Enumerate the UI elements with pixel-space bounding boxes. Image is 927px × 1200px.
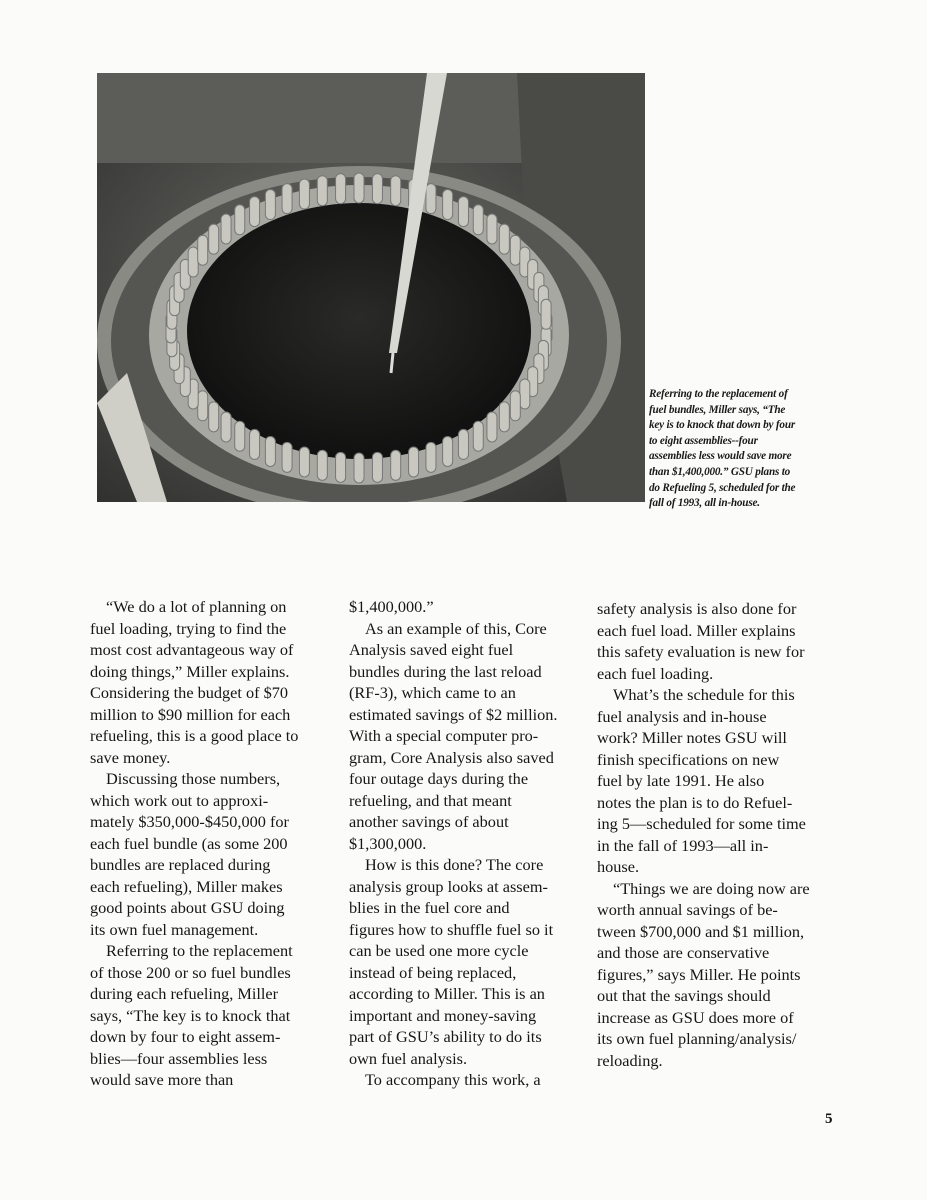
text-line: its own fuel management.	[90, 919, 259, 939]
fuel-bundle	[209, 224, 219, 254]
text-line: in the fall of 1993—all in-	[597, 835, 769, 855]
text-line: each refueling), Miller makes	[90, 876, 283, 896]
text-line: of those 200 or so fuel bundles	[90, 962, 291, 982]
text-line: bundles during the last reload	[349, 661, 542, 681]
text-line: As an example of this, Core	[365, 618, 547, 638]
fuel-bundle	[299, 447, 309, 477]
fuel-bundle	[443, 436, 453, 466]
text-line: four outage days during the	[349, 769, 529, 788]
text-line: and those are conservative	[597, 943, 770, 962]
text-line: bundles are replaced during	[90, 855, 271, 874]
fuel-bundle	[473, 421, 483, 451]
text-line: “Things we are doing now are	[613, 878, 810, 898]
text-line: Considering the budget of $70	[90, 683, 289, 702]
fuel-bundle	[188, 247, 198, 277]
text-line: save money.	[90, 747, 171, 767]
paragraph	[90, 940, 298, 1091]
text-line: says, “The key is to knock that	[90, 1005, 291, 1025]
text-line: gram, Core Analysis also saved	[349, 747, 554, 767]
paragraph	[90, 768, 298, 940]
fuel-bundle	[250, 197, 260, 227]
text-line: “We do a lot of planning on	[106, 597, 287, 616]
paragraph	[597, 684, 810, 878]
fuel-bundle	[198, 235, 208, 265]
fuel-bundle	[409, 447, 419, 477]
fuel-bundle	[354, 173, 364, 203]
text-line: blies in the fuel core and	[349, 898, 510, 917]
paragraph	[597, 598, 810, 684]
fuel-bundle	[541, 299, 551, 329]
text-line: estimated savings of $2 million.	[349, 704, 558, 724]
fuel-bundle	[426, 442, 436, 472]
fuel-bundle	[282, 184, 292, 214]
caption-line: than $1,400,000.” GSU plans to	[649, 465, 791, 478]
text-line: during each refueling, Miller	[90, 984, 279, 1003]
text-line: safety analysis is also done for	[597, 599, 797, 618]
fuel-bundle	[426, 184, 436, 214]
text-line: fuel loading, trying to find the	[90, 618, 287, 638]
fuel-bundle	[487, 412, 497, 442]
fuel-bundle	[221, 412, 231, 442]
text-line: mately $350,000-$450,000 for	[90, 812, 289, 831]
caption-line: to eight assemblies--four	[649, 434, 758, 447]
text-line: work? Miller notes GSU will	[597, 728, 787, 747]
text-line: With a special computer pro-	[349, 726, 539, 745]
fuel-bundle	[487, 214, 497, 244]
text-line: increase as GSU does more of	[597, 1007, 794, 1027]
article-column-3	[597, 598, 810, 1071]
text-line: reloading.	[597, 1050, 663, 1070]
caption-line: assemblies less would save more	[649, 450, 792, 463]
fuel-bundle	[473, 205, 483, 235]
caption-line: key is to knock that down by four	[649, 419, 795, 432]
fuel-bundle	[336, 174, 346, 204]
fuel-bundle	[372, 452, 382, 482]
fuel-bundle	[282, 442, 292, 472]
text-line: its own fuel planning/analysis/	[597, 1029, 797, 1048]
caption-line: do Refueling 5, scheduled for the	[649, 481, 796, 494]
text-line: according to Miller. This is an	[349, 984, 545, 1003]
paragraph	[90, 596, 298, 768]
caption-line: Referring to the replacement of	[649, 388, 788, 400]
text-line: would save more than	[90, 1070, 234, 1089]
fuel-bundle	[209, 402, 219, 432]
fuel-bundle	[265, 190, 275, 220]
fuel-bundle	[499, 224, 509, 254]
text-line: important and money-saving	[349, 1005, 537, 1025]
fuel-bundle	[198, 391, 208, 421]
caption-line: fall of 1993, all in-house.	[649, 497, 760, 510]
article-column-2	[349, 596, 557, 1091]
text-line: What’s the schedule for this	[613, 685, 795, 704]
text-line: which work out to approxi-	[90, 790, 269, 810]
text-line: out that the savings should	[597, 986, 771, 1005]
text-line: (RF-3), which came to an	[349, 683, 516, 702]
text-line: tween $700,000 and $1 million,	[597, 921, 805, 941]
paragraph	[597, 878, 810, 1072]
text-line: How is this done? The core	[365, 855, 544, 874]
fuel-bundle	[391, 450, 401, 480]
fuel-bundle	[520, 379, 530, 409]
photo-caption	[649, 387, 839, 512]
text-line: house.	[597, 857, 640, 876]
fuel-bundle	[391, 176, 401, 206]
text-line: million to $90 million for each	[90, 704, 291, 724]
text-line: Analysis saved eight fuel	[349, 640, 514, 659]
page-number: 5	[825, 1111, 833, 1127]
text-line: fuel analysis and in-house	[597, 706, 767, 726]
text-line: Referring to the replacement	[106, 941, 293, 960]
text-line: good points about GSU doing	[90, 898, 285, 917]
caption-line: fuel bundles, Miller says, “The	[649, 403, 786, 416]
fuel-bundle	[235, 421, 245, 451]
fuel-bundle	[317, 176, 327, 206]
text-line: figures,” says Miller. He points	[597, 964, 801, 984]
fuel-bundle	[265, 436, 275, 466]
text-line: each fuel loading.	[597, 663, 714, 683]
text-line: worth annual savings of be-	[597, 900, 778, 919]
text-line: down by four to eight assem-	[90, 1027, 281, 1046]
fuel-bundle	[372, 174, 382, 204]
text-line: refueling, this is a good place to	[90, 726, 299, 745]
fuel-bundle	[299, 179, 309, 209]
text-line: Discussing those numbers,	[106, 769, 281, 788]
text-line: $1,300,000.	[349, 833, 427, 853]
text-line: analysis group looks at assem-	[349, 876, 548, 896]
text-line: ing 5—scheduled for some time	[597, 814, 806, 833]
fuel-bundle	[354, 453, 364, 483]
text-line: each fuel bundle (as some 200	[90, 833, 288, 853]
paragraph	[349, 1069, 557, 1091]
text-line: this safety evaluation is new for	[597, 642, 805, 661]
fuel-bundle	[510, 391, 520, 421]
text-line: instead of being replaced,	[349, 962, 517, 982]
paragraph	[349, 854, 557, 1069]
fuel-bundle	[458, 429, 468, 459]
fuel-bundle	[510, 235, 520, 265]
text-line: $1,400,000.”	[349, 597, 434, 616]
text-line: finish specifications on new	[597, 749, 780, 769]
fuel-bundle	[235, 205, 245, 235]
fuel-bundle	[317, 450, 327, 480]
paragraph	[349, 618, 557, 855]
text-line: most cost advantageous way of	[90, 640, 294, 659]
paragraph	[349, 596, 557, 618]
text-line: doing things,” Miller explains.	[90, 661, 290, 681]
text-line: figures how to shuffle fuel so it	[349, 919, 554, 939]
fuel-bundle	[443, 190, 453, 220]
text-line: can be used one more cycle	[349, 941, 529, 960]
text-line: To accompany this work, a	[365, 1070, 541, 1089]
text-line: each fuel load. Miller explains	[597, 620, 796, 640]
article-column-1	[90, 596, 298, 1091]
fuel-bundle	[458, 197, 468, 227]
fuel-bundle	[499, 402, 509, 432]
text-line: fuel by late 1991. He also	[597, 771, 765, 790]
fuel-bundle	[221, 214, 231, 244]
text-line: blies—four assemblies less	[90, 1048, 268, 1068]
text-line: part of GSU’s ability to do its	[349, 1027, 542, 1046]
text-line: refueling, and that meant	[349, 790, 512, 810]
fuel-bundle	[250, 429, 260, 459]
text-line: own fuel analysis.	[349, 1048, 468, 1068]
fuel-bundle	[336, 452, 346, 482]
text-line: notes the plan is to do Refuel-	[597, 792, 793, 812]
reactor-cavity-photo	[97, 73, 645, 502]
text-line: another savings of about	[349, 812, 509, 831]
